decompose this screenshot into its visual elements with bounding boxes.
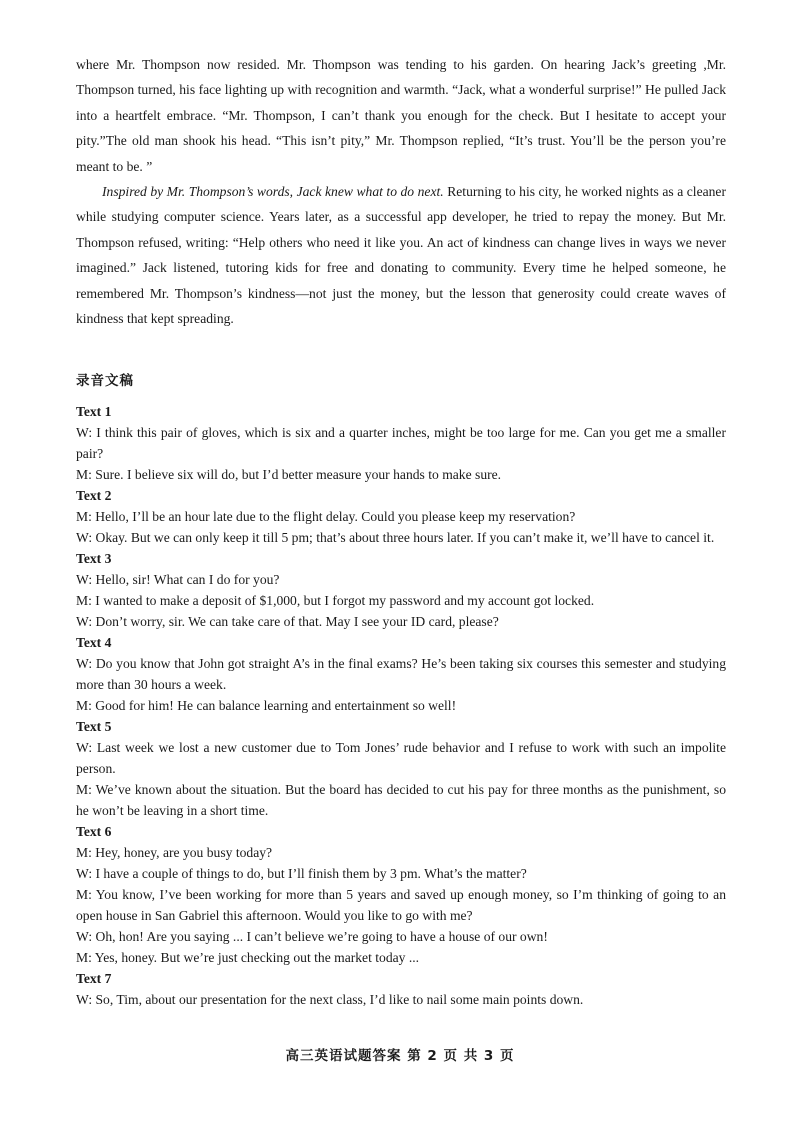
transcript-text-7 xyxy=(76,968,726,1010)
dialogue-line: W: I have a couple of things to do, but I’ll finish them by 3 pm. What’s the matter? xyxy=(76,866,527,882)
text-label: Text 7 xyxy=(76,971,112,987)
dialogue-line: W: Don’t worry, sir. We can take care of that. May I see your ID card, please? xyxy=(76,614,499,630)
dialogue-line: W: Hello, sir! What can I do for you? xyxy=(76,572,280,588)
dialogue-line: M: Good for him! He can balance learning and entertainment so well! xyxy=(76,698,457,714)
dialogue-line: W: I think this pair of gloves, which is six and a quarter inches, might be too large for me. Can you get me a smaller pair? xyxy=(76,425,726,462)
dialogue-line: W: Last week we lost a new customer due to Tom Jones’ rude behavior and I refuse to work with such an impolite person. xyxy=(76,740,726,777)
transcript-heading: 录音文稿 xyxy=(76,373,134,390)
page-footer: 高三英语试题答案 第 2 页 共 3 页 xyxy=(285,1048,515,1064)
story-paragraph-2-lead: Inspired by Mr. Thompson’s words, Jack knew what to do next. xyxy=(102,184,444,200)
dialogue-line: W: Oh, hon! Are you saying ... I can’t believe we’re going to have a house of our own! xyxy=(76,929,548,945)
story-paragraph-2 xyxy=(76,179,726,331)
text-label: Text 2 xyxy=(76,488,112,504)
text-label: Text 3 xyxy=(76,551,112,567)
transcript-text-6 xyxy=(76,821,726,968)
text-label: Text 1 xyxy=(76,404,112,420)
dialogue-line: M: You know, I’ve been working for more than 5 years and saved up enough money, so I’m thinking of going to an open house in San Gabriel this afternoon. Would you like to go with me? xyxy=(76,887,726,924)
transcript-text-4 xyxy=(76,632,726,716)
story-paragraph-2-body: Returning to his city, he worked nights as a cleaner while studying computer science. Years later, as a successful app developer, he tried to repay the money. But Mr. Thompson refused, writing: “Help others who need it like you. An act of kindness can change lives in ways we never imagined.” Jack listened, tutoring kids for free and donating to community. Every time he helped someone, he remembered Mr. Thompson’s kindness—not just the money, but the lesson that generosity could create waves of kindness that kept spreading. xyxy=(76,184,726,327)
transcript-list xyxy=(76,401,726,1010)
dialogue-line: M: We’ve known about the situation. But the board has decided to cut his pay for three months as the punishment, so he won’t be leaving in a short time. xyxy=(76,782,726,819)
transcript-text-2 xyxy=(76,485,726,548)
story-paragraph-1: where Mr. Thompson now resided. Mr. Thompson was tending to his garden. On hearing Jack’s greeting ,Mr. Thompson turned, his face lighting up with recognition and warmth. “Jack, what a wonderful surprise!” He pulled Jack into a heartfelt embrace. “Mr. Thompson, I can’t thank you enough for the check. But I hesitate to accept your pity.”The old man shook his head. “This isn’t pity,” Mr. Thompson replied, “It’s trust. You’ll be the person you’re meant to be. ” xyxy=(76,57,726,174)
document-page xyxy=(76,52,726,1010)
dialogue-line: M: Yes, honey. But we’re just checking out the market today ... xyxy=(76,950,420,966)
dialogue-line: W: So, Tim, about our presentation for the next class, I’d like to nail some main points down. xyxy=(76,992,584,1008)
text-label: Text 4 xyxy=(76,635,112,651)
dialogue-line: W: Do you know that John got straight A’s in the final exams? He’s been taking six courses this semester and studying more than 30 hours a week. xyxy=(76,656,726,693)
dialogue-line: M: Hello, I’ll be an hour late due to the flight delay. Could you please keep my reservation? xyxy=(76,509,576,525)
dialogue-line: W: Okay. But we can only keep it till 5 pm; that’s about three hours later. If you can’t make it, we’ll have to cancel it. xyxy=(76,530,715,546)
transcript-text-3 xyxy=(76,548,726,632)
dialogue-line: M: Hey, honey, are you busy today? xyxy=(76,845,273,861)
transcript-text-5 xyxy=(76,716,726,821)
text-label: Text 6 xyxy=(76,824,112,840)
dialogue-line: M: I wanted to make a deposit of $1,000, but I forgot my password and my account got locked. xyxy=(76,593,595,609)
transcript-text-1 xyxy=(76,401,726,485)
dialogue-line: M: Sure. I believe six will do, but I’d better measure your hands to make sure. xyxy=(76,467,502,483)
text-label: Text 5 xyxy=(76,719,112,735)
